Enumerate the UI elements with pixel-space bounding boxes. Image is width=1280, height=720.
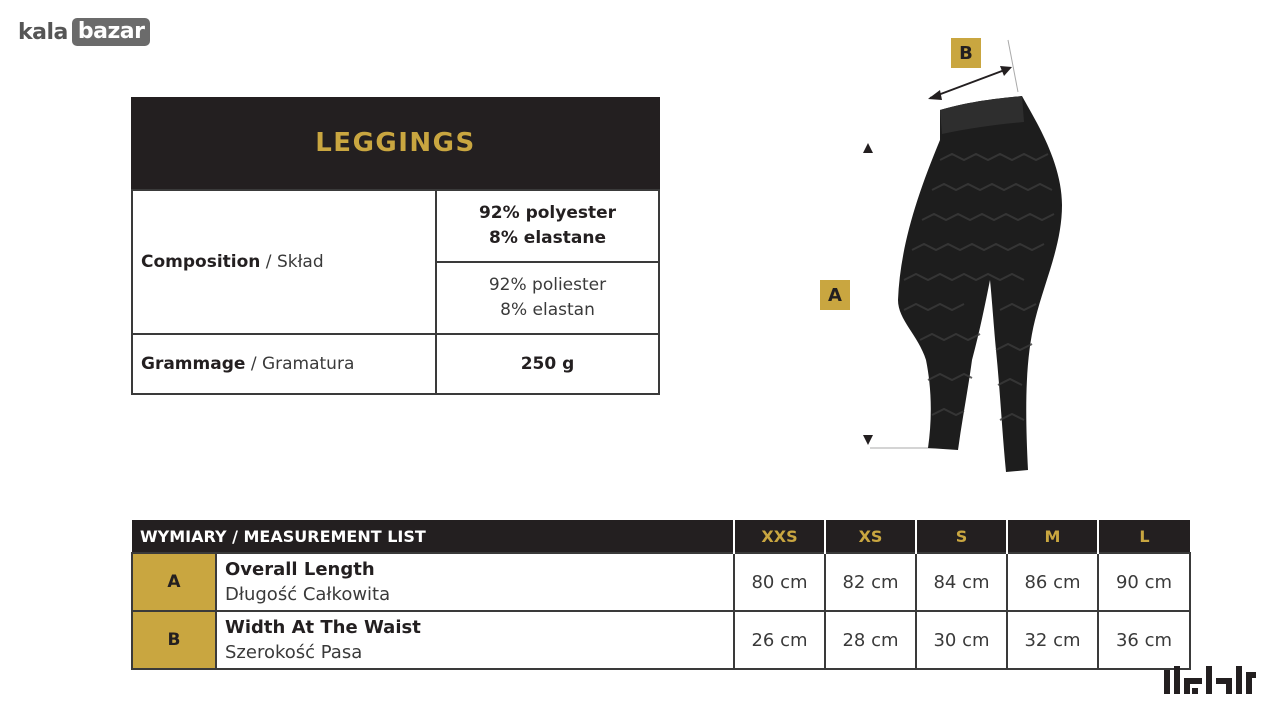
measurement-title: WYMIARY / MEASUREMENT LIST	[132, 520, 734, 553]
table-row	[132, 611, 1190, 669]
value-cell: 80 cm	[734, 553, 825, 611]
row-description: Width At The Waist Szerokość Pasa	[216, 611, 734, 669]
value-cell: 28 cm	[825, 611, 916, 669]
composition-pl: 92% poliester 8% elastan	[436, 262, 659, 334]
value-cell: 26 cm	[734, 611, 825, 669]
value-cell: 84 cm	[916, 553, 1007, 611]
value-cell: 32 cm	[1007, 611, 1098, 669]
value-cell: 30 cm	[916, 611, 1007, 669]
grammage-label: Grammage / Gramatura	[132, 334, 436, 394]
table-row	[132, 553, 1190, 611]
grammage-value: 250 g	[436, 334, 659, 394]
row-letter: A	[132, 553, 216, 611]
value-cell: 86 cm	[1007, 553, 1098, 611]
row-letter: B	[132, 611, 216, 669]
row-description: Overall Length Długość Całkowita	[216, 553, 734, 611]
logo-part-kala: kala	[18, 19, 68, 45]
value-cell: 90 cm	[1098, 553, 1190, 611]
kalabazar-logo[interactable]	[18, 18, 150, 46]
leggings-diagram	[800, 30, 1100, 490]
size-header-s: S	[916, 520, 1007, 553]
size-header-xxs: XXS	[734, 520, 825, 553]
tag-b: B	[951, 38, 981, 68]
value-cell: 82 cm	[825, 553, 916, 611]
size-header-l: L	[1098, 520, 1190, 553]
measurement-header-row	[132, 520, 1190, 553]
kalabazar-persian-logo	[1162, 664, 1258, 698]
composition-label: Composition / Skład	[132, 190, 436, 334]
spec-table	[131, 97, 660, 395]
logo-part-bazar: bazar	[72, 18, 151, 46]
spec-grid	[131, 189, 660, 395]
size-header-xs: XS	[825, 520, 916, 553]
size-header-m: M	[1007, 520, 1098, 553]
leggings-illustration	[800, 30, 1100, 490]
measurement-table	[131, 520, 1191, 670]
spec-title: LEGGINGS	[131, 97, 660, 189]
composition-en: 92% polyester 8% elastane	[436, 190, 659, 262]
tag-a: A	[820, 280, 850, 310]
value-cell: 36 cm	[1098, 611, 1190, 669]
